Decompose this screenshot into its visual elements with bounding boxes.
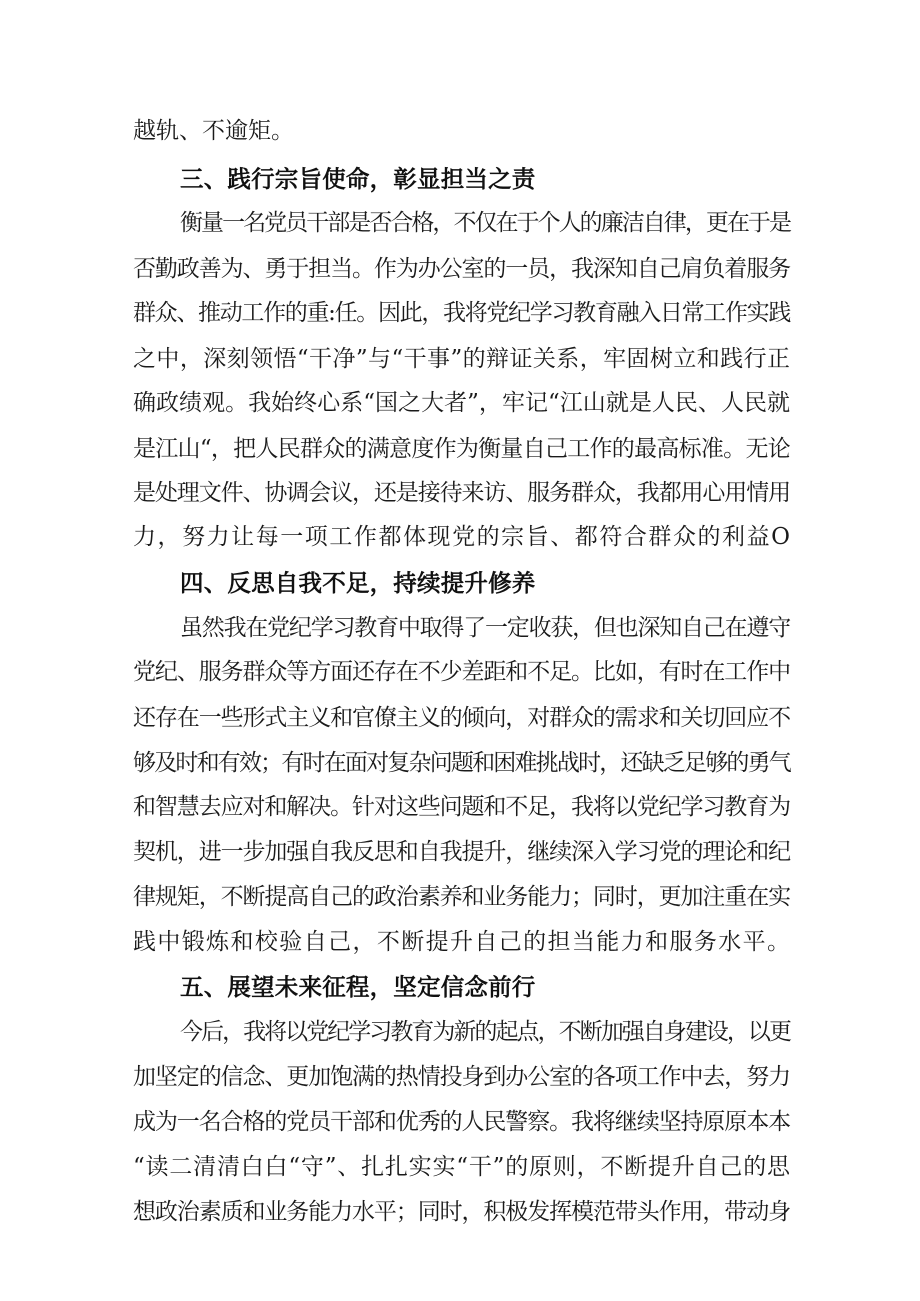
paragraph-line: 是处理文件、协调会议，还是接待来访、服务群众，我都用心用情用 [133,480,791,506]
paragraph-line: 加坚定的信念、更加饱满的热情投身到办公室的各项工作中去，努力 [133,1064,791,1090]
paragraph-line: 力，努力让每一项工作都体现党的宗旨、都符合群众的利益O [133,524,792,550]
paragraph-line: 是江山“，把人民群众的满意度作为衡量自己工作的最高标准。无论 [133,436,790,462]
paragraph-line: 成为一名合格的党员干部和优秀的人民警察。我将继续坚持原原本本 [133,1109,791,1135]
paragraph-line: 之中，深刻领悟“干净”与“干事”的辩证关系，牢固树立和践行正 [133,346,791,372]
paragraph-line: 契机，进一步加强自我反思和自我提升，继续深入学习党的理论和纪 [133,839,791,865]
paragraph-line: 越轨、不逾矩。 [133,118,294,144]
paragraph-line: “读二清清白白“守”、扎扎实实“干”的原则，不断提升自己的思 [133,1154,791,1180]
section-heading: 四、反思自我不足，持续提升修养 [180,569,536,597]
paragraph-line: 群众、推动工作的重:任。因此，我将党纪学习教育融入日常工作实践 [133,300,790,326]
paragraph-line: 还存在一些形式主义和官僚主义的倾向，对群众的需求和关切回应不 [133,705,791,731]
paragraph-line: 律规矩，不断提高自己的政治素养和业务能力；同时，更加注重在实 [133,884,791,910]
paragraph-line: 今后，我将以党纪学习教育为新的起点，不断加强自身建设，以更 [180,1019,791,1045]
paragraph-line: 够及时和有效；有时在面对复杂问题和困难挑战时，还缺乏足够的勇气 [133,750,791,776]
paragraph-line: 和智慧去应对和解决。针对这些问题和不足，我将以党纪学习教育为 [133,794,791,820]
paragraph-line: 确政绩观。我始终心系“国之大者”，牢记“江山就是人民、人民就 [133,390,791,416]
paragraph-line: 党纪、服务群众等方面还存在不少差距和不足。比如，有时在工作中 [133,659,791,685]
paragraph-line: 践中锻炼和校验自己，不断提升自己的担当能力和服务水平。 [133,929,792,955]
paragraph-line: 否勤政善为、勇于担当。作为办公室的一员，我深知自己肩负着服务 [133,256,791,282]
paragraph-line: 衡量一名党员干部是否合格，不仅在于个人的廉洁自律，更在于是 [180,210,791,236]
section-heading: 三、践行宗旨使命，彰显担当之责 [180,165,536,193]
paragraph-line: 虽然我在党纪学习教育中取得了一定收获，但也深知自己在遵守 [180,615,791,641]
section-heading: 五、展望未来征程，坚定信念前行 [180,973,536,1001]
paragraph-line: 想政治素质和业务能力水平；同时，积极发挥模范带头作用，带动身 [133,1199,791,1225]
